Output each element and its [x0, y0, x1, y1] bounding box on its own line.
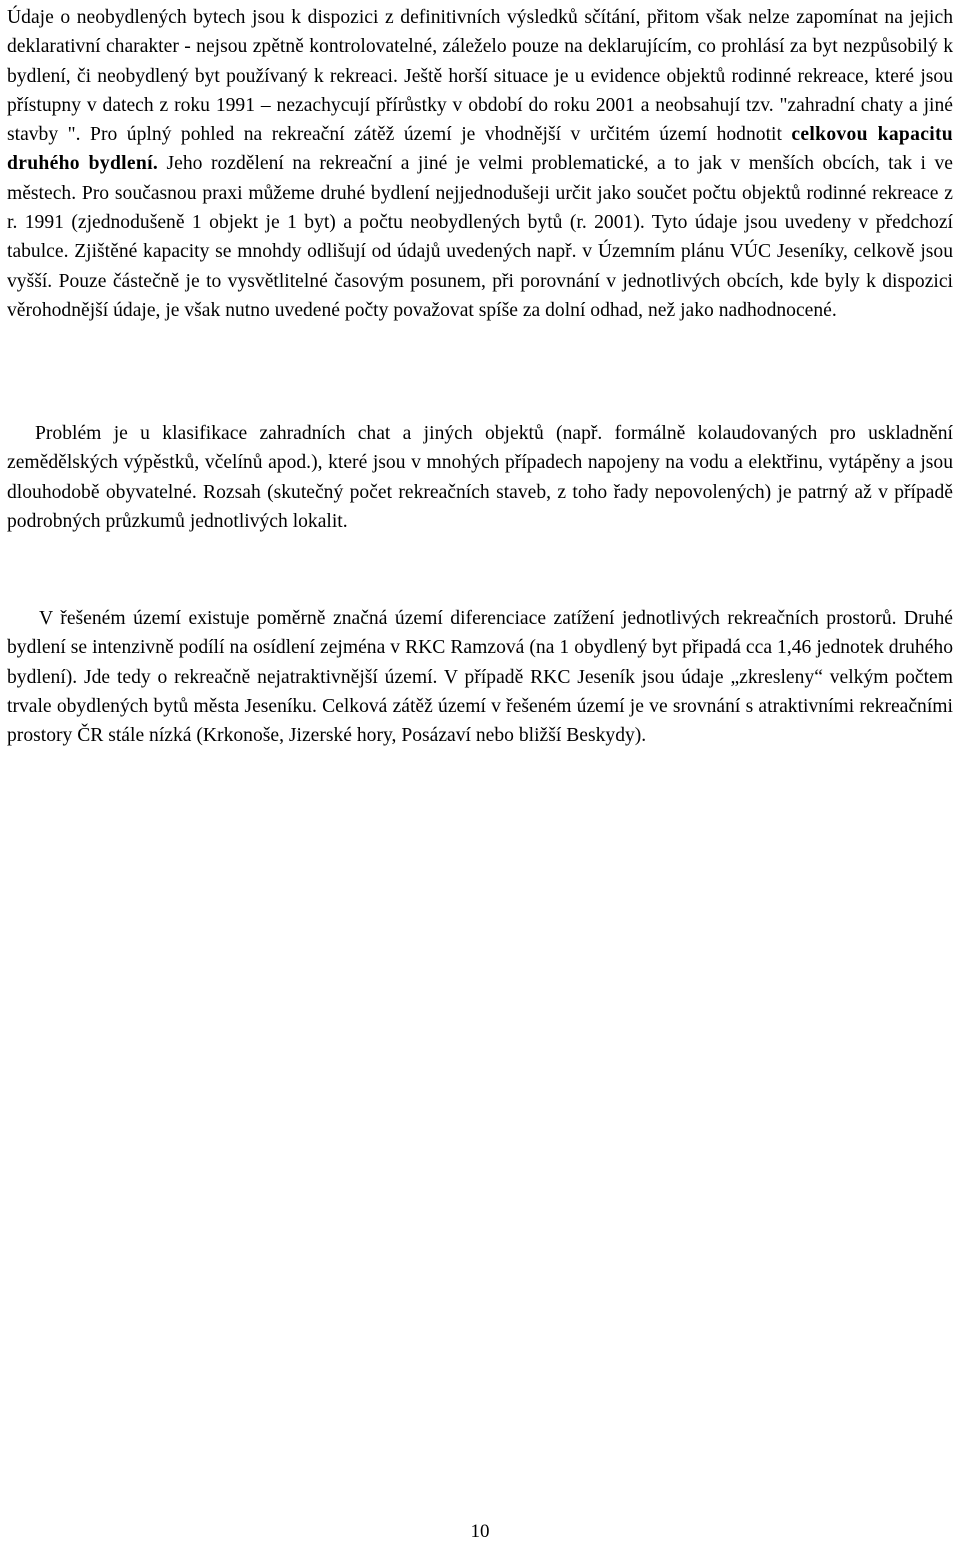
page-number: 10 — [470, 1521, 490, 1542]
paragraph-territorial-differentiation: V řešeném území existuje poměrně značná území diferenciace zatížení jednotlivých rekreačních prostorů. Druhé bydlení se intenzivně podílí na osídlení zejména v RKC Ramzová (na 1 obydlený byt připadá cca 1,46 jednotek druhého bydlení). Jde tedy o rekreačně nejatraktivnější území. V případě RKC Jeseník jsou údaje „zkresleny“ velkým počtem trvale obydlených bytů města Jeseníku. Celková zátěž území v řešeném území je ve srovnání s atraktivními rekreačními prostory ČR stále nízká (Krkonoše, Jizerské hory, Posázaví nebo bližší Beskydy). — [7, 608, 953, 747]
paragraph-second-housing-data — [7, 3, 953, 325]
paragraph-1-text-end: Jeho rozdělení na rekreační a jiné je velmi problematické, a to jak v menších obcích, tak i ve městech. Pro současnou praxi můžeme druhé bydlení nejjednodušeji určit jako součet počtu objektů rodinné rekreace z r. 1991 (zjednodušeně 1 objekt je 1 byt) a počtu neobydlených bytů (r. 2001). Tyto údaje jsou uvedeny v předchozí tabulce. Zjištěné kapacity se mnohdy odlišují od údajů uvedených např. v Územním plánu VÚC Jeseníky, celkově jsou vyšší. Pouze částečně je to vysvětlitelné časovým posunem, při porovnání v jednotlivých obcích, kde byly k dispozici věrohodnější údaje, je však nutno uvedené počty považovat spíše za dolní odhad, než jako nadhodnocené. — [7, 153, 953, 321]
bold-term-second-housing-capacity: celkovou kapacitu druhého bydlení. — [7, 124, 953, 175]
document-page — [7, 0, 953, 1541]
paragraph-garden-huts-classification: Problém je u klasifikace zahradních chat a jiných objektů (např. formálně kolaudovaných pro uskladnění zemědělských výpěstků, včelínů apod.), které jsou v mnohých případech napojeny na vodu a elektřinu, vytápěny a jsou dlouhodobě obyvatelné. Rozsah (skutečný počet rekreačních staveb, z toho řady nepovolených) je patrný až v případě podrobných průzkumů jednotlivých lokalit. — [7, 423, 953, 532]
paragraph-1-text-start: Údaje o neobydlených bytech jsou k dispozici z definitivních výsledků sčítání, přitom však nelze zapomínat na jejich deklarativní charakter - nejsou zpětně kontrolovatelné, záleželo pouze na deklarujícím, co prohlásí za byt nezpůsobilý k bydlení, či neobydlený byt používaný k rekreaci. Ještě horší situace je u evidence objektů rodinné rekreace, které jsou přístupny v datech z roku 1991 – nezachycují přírůstky v období do roku 2001 a neobsahují tzv. "zahradní chaty a jiné stavby ". Pro úplný pohled na rekreační zátěž území je vhodnější v určitém území hodnotit — [7, 7, 953, 146]
